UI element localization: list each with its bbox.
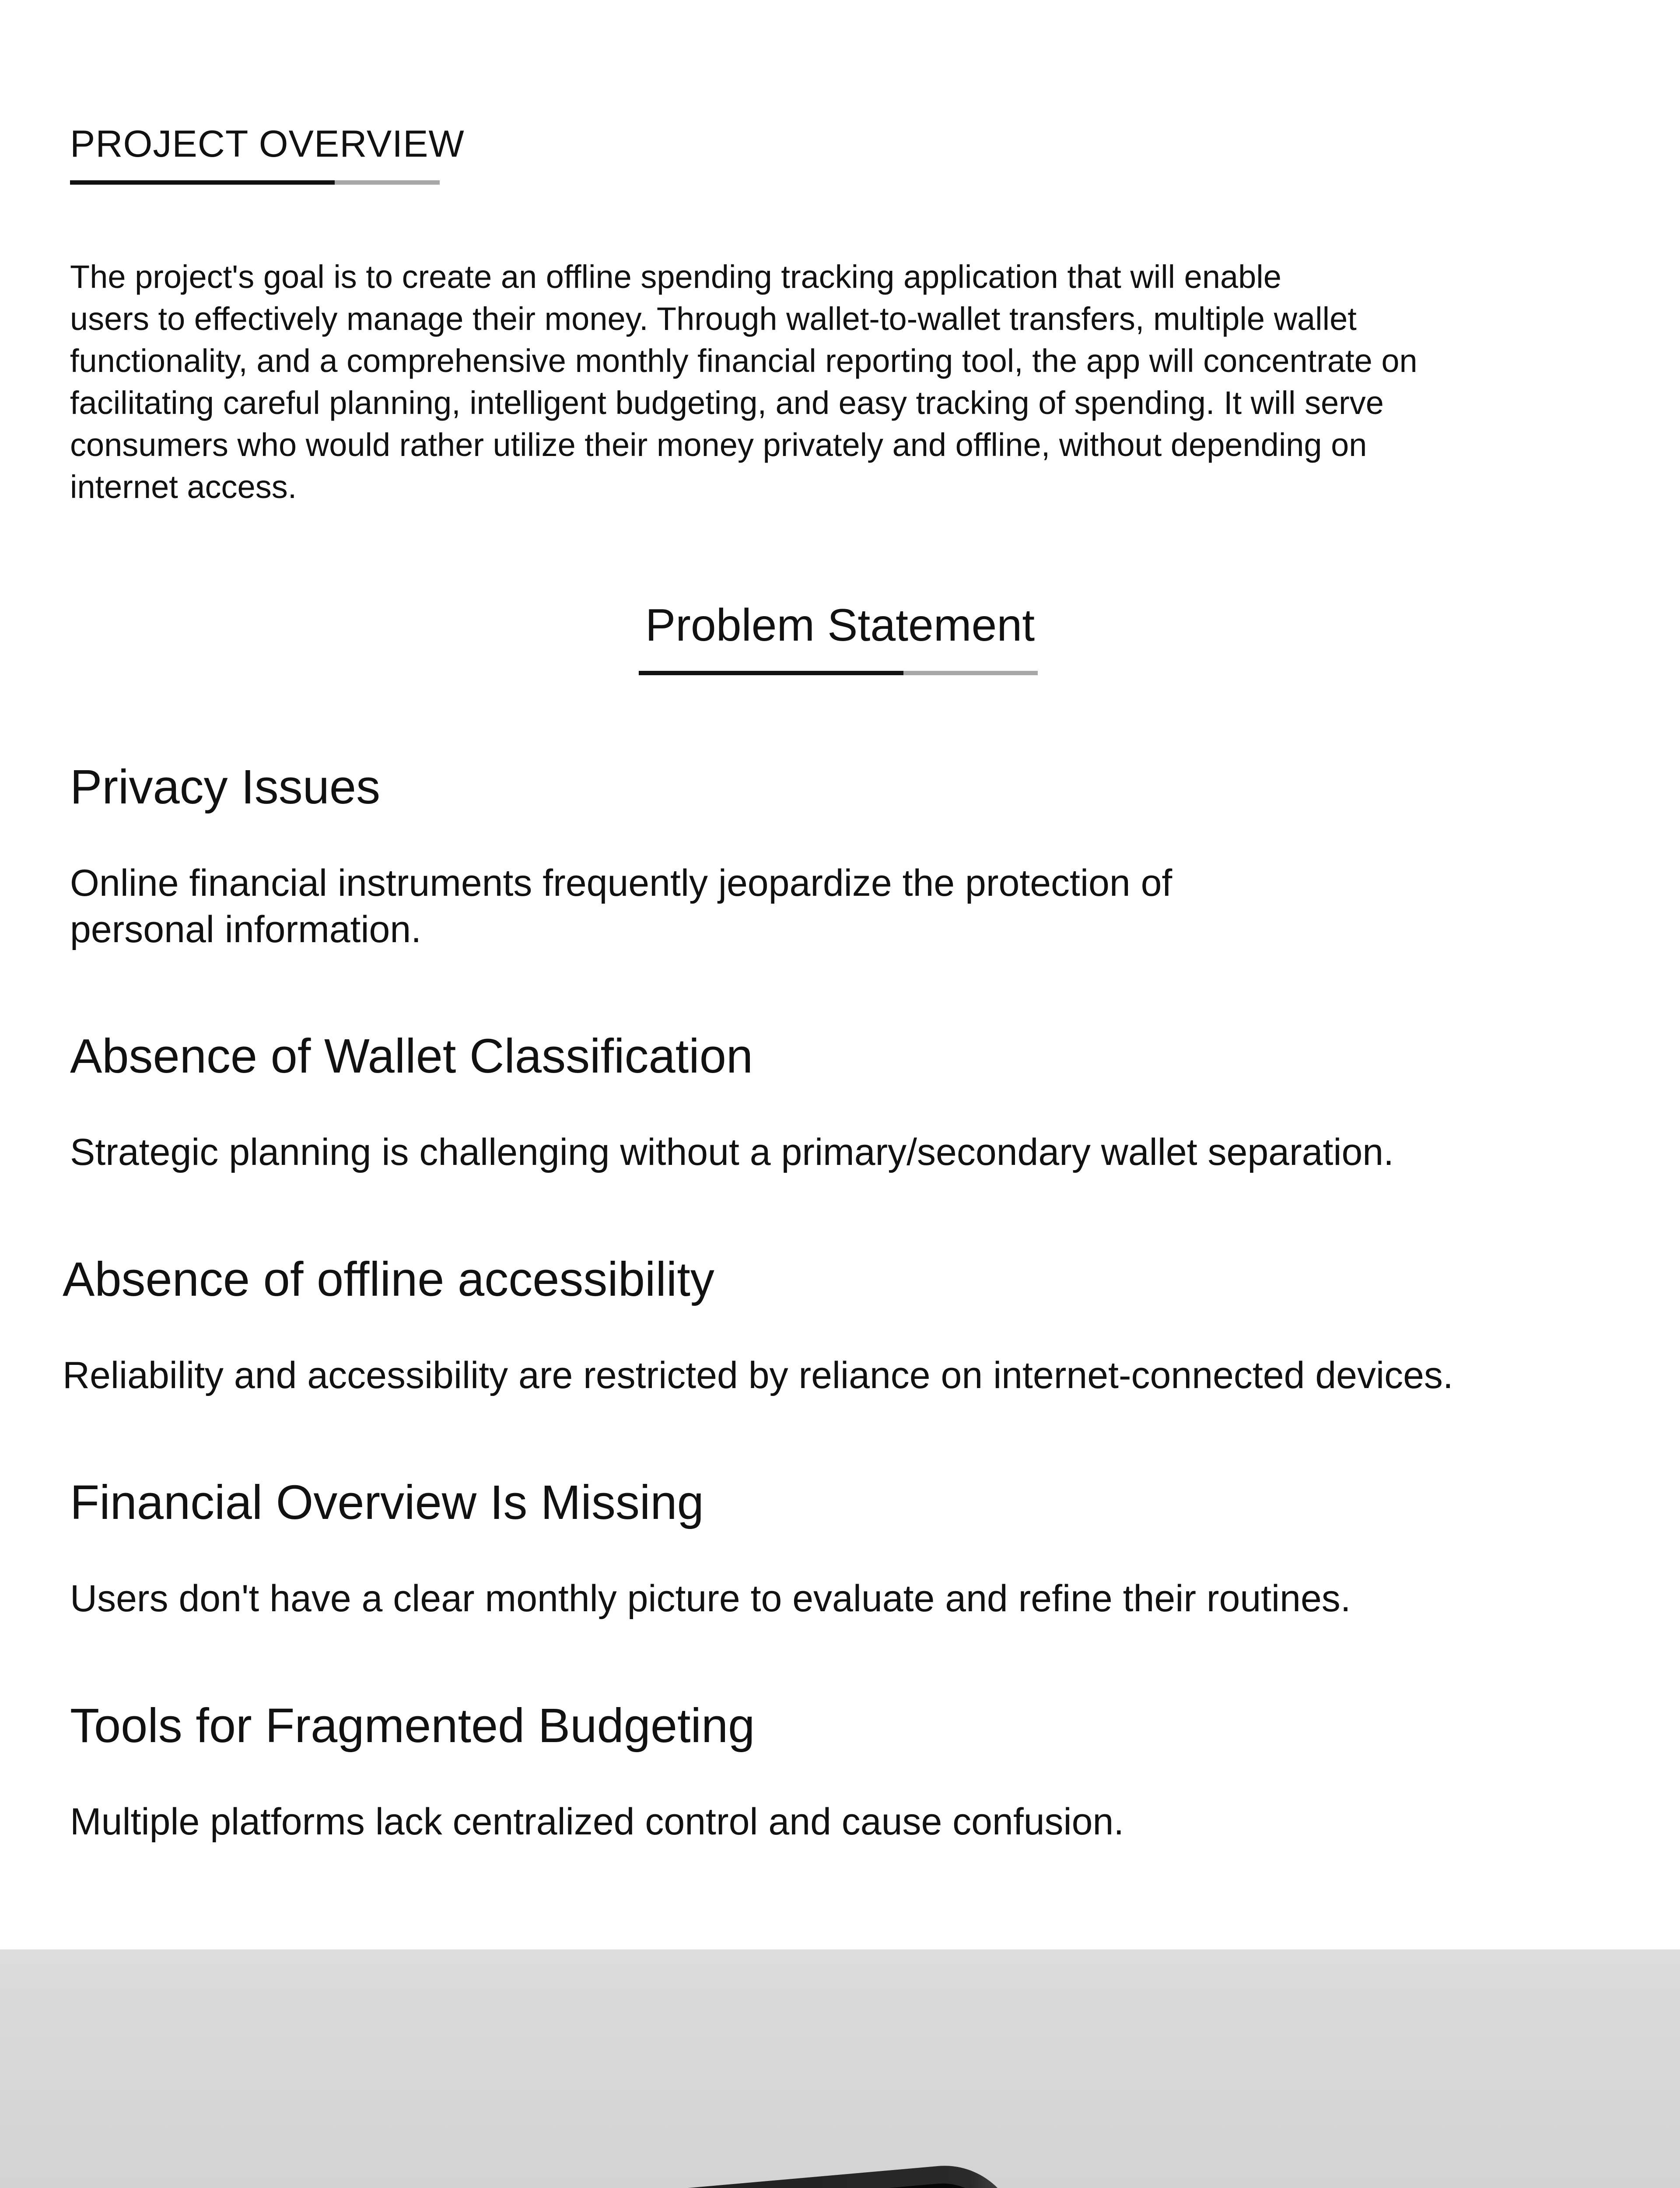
- problem-heading: Absence of offline accessibility: [63, 1252, 714, 1306]
- problem-statement-title: Problem Statement: [645, 600, 1035, 651]
- phone-mockup-photo: [0, 1950, 1680, 2188]
- project-overview-title: PROJECT OVERVIEW: [70, 123, 465, 165]
- problem-description: [63, 1352, 1453, 1399]
- problem-line: Multiple platforms lack centralized control and cause confusion.: [70, 1801, 1124, 1843]
- overview-line: The project's goal is to create an offline spending tracking application that will enable: [70, 259, 1281, 295]
- problem-description: [70, 860, 1172, 953]
- problem-description: [70, 1129, 1394, 1175]
- problem-heading: Privacy Issues: [70, 760, 381, 814]
- problem-line: Strategic planning is challenging without a primary/secondary wallet separation.: [70, 1131, 1394, 1173]
- project-overview-text: [70, 256, 1492, 508]
- problem-line: Users don't have a clear monthly picture to evaluate and refine their routines.: [70, 1578, 1351, 1620]
- problem-line: Online financial instruments frequently jeopardize the protection of: [70, 862, 1172, 904]
- problem-heading: Tools for Fragmented Budgeting: [70, 1699, 755, 1753]
- concrete-scene: [0, 1950, 1680, 2188]
- problem-line: personal information.: [70, 908, 422, 950]
- overview-line: functionality, and a comprehensive monthly financial reporting tool, the app will concentrate on: [70, 343, 1418, 379]
- overview-line: consumers who would rather utilize their money privately and offline, without depending on: [70, 427, 1367, 463]
- overview-line: facilitating careful planning, intelligent budgeting, and easy tracking of spending. It will serve: [70, 385, 1384, 421]
- overview-line: users to effectively manage their money. Through wallet-to-wallet transfers, multiple wallet: [70, 301, 1357, 337]
- overview-title-underline: [70, 180, 440, 185]
- problem-description: [70, 1575, 1351, 1622]
- problem-heading: Financial Overview Is Missing: [70, 1476, 704, 1529]
- problem-title-underline: [639, 671, 1038, 675]
- overview-line: internet access.: [70, 469, 297, 505]
- problem-heading: Absence of Wallet Classification: [70, 1029, 753, 1083]
- problem-description: [70, 1799, 1124, 1845]
- problem-line: Reliability and accessibility are restricted by reliance on internet-connected devices.: [63, 1354, 1453, 1396]
